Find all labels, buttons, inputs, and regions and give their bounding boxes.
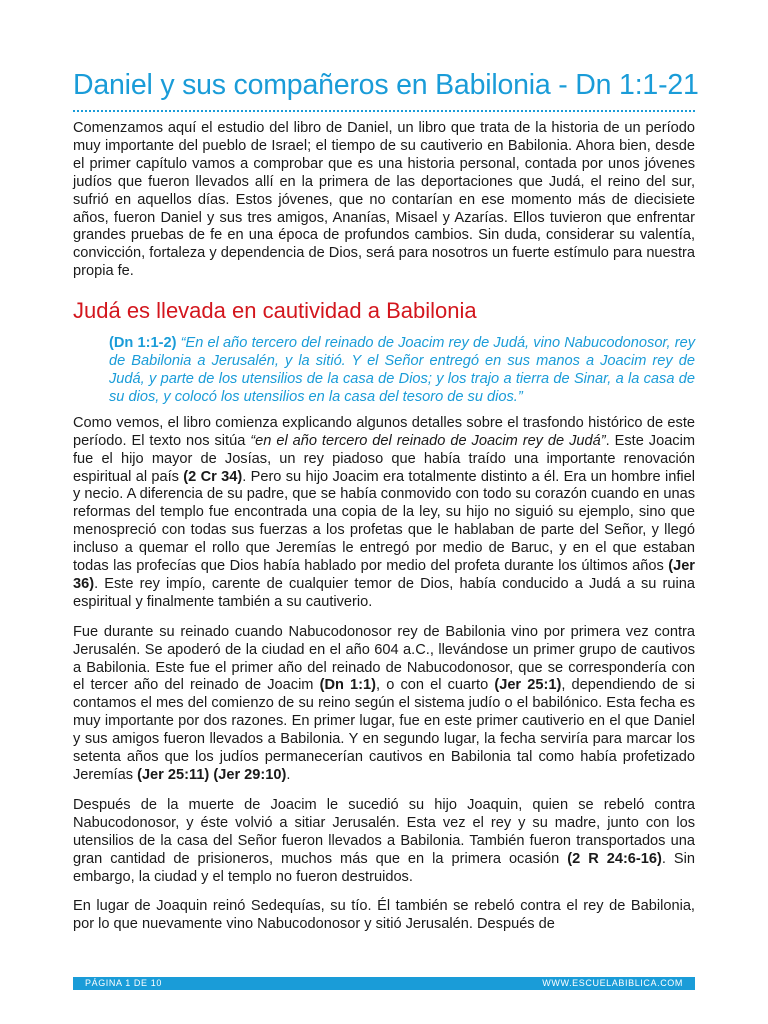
body-paragraph-1: [73, 415, 695, 612]
text-run: Después de la muerte de Joacim le sucedió su hijo Joaquin, quien se rebeló contra Nabucodonosor, y éste volvió a sitiar Jerusalén. Esta vez el rey y su madre, junto con los utensilios de la casa del Señor fueron llevados a Babilonia. También fueron transportados una gran cantidad de prisioneros, muchos más que en la primera ocasión: [73, 796, 695, 867]
page-footer: [73, 977, 695, 990]
bible-reference: (Jer 36): [73, 558, 695, 592]
document-page: [73, 64, 699, 946]
inline-quote: “en el año tercero del reinado de Joacim rey de Judá”: [250, 432, 606, 449]
body-paragraph-2: [73, 624, 695, 785]
scripture-quote: [109, 335, 695, 407]
text-run: , o con el cuarto: [376, 677, 495, 694]
section-heading: Judá es llevada en cautividad a Babilonia: [73, 298, 477, 324]
bible-reference: (Jer 29:10): [213, 767, 287, 783]
website-link[interactable]: WWW.ESCUELABIBLICA.COM: [542, 978, 683, 988]
text-run: , dependiendo de si contamos el mes del comienzo de su reino según el sistema judío o el babilónico. Esta fecha es muy importante por dos razones. En primer lugar, fue en este primer cautiverio en el que Daniel y sus amigos fueron llevados a Babilonia. Y en segundo lugar, la fecha serviría para marcar los setenta años que los judíos permanecerían cautivos en Babilonia tal como había profetizado Jeremías: [73, 677, 695, 783]
bible-reference: (Dn 1:1): [319, 677, 377, 694]
bible-reference: (Jer 25:1): [494, 677, 562, 694]
page-title: Daniel y sus compañeros en Babilonia - Dn 1:1-21: [73, 69, 699, 101]
text-run: . Este Joacim fue el hijo mayor de Josías, un rey piadoso que había traído una importante renovación espiritual al país: [73, 432, 696, 485]
text-run: . Sin embargo, la ciudad y el templo no fueron destruidos.: [73, 850, 696, 885]
body-paragraph-3: [73, 797, 695, 887]
body-paragraph-4: En lugar de Joaquin reinó Sedequías, su tío. Él también se rebeló contra el rey de Babilonia, por lo que nuevamente vino Nabucodonosor y sitió Jerusalén. Después de: [73, 898, 695, 933]
text-run: . Este rey impío, carente de cualquier temor de Dios, había conducido a Judá a su ruina espiritual y finalmente también a su cautiverio.: [73, 575, 695, 610]
bible-reference: (2 R 24:6-16): [567, 850, 662, 867]
bible-reference: (2 Cr 34): [183, 468, 243, 485]
text-run: Como vemos, el libro comienza explicando algunos detalles sobre el trasfondo histórico de este período. El texto nos sitúa: [73, 414, 695, 449]
intro-paragraph: Comenzamos aquí el estudio del libro de Daniel, un libro que trata de la historia de un período muy importante del pueblo de Israel; el tiempo de su cautiverio en Babilonia. Ahora bien, desde el primer capítulo vamos a comprobar que es una historia personal, contada por unos jóvenes judíos que fueron llevados allí en la primera de las deportaciones que Judá, el reino del sur, sufrió en aquellos días. Estos jóvenes, que no contarían en ese momento más de diecisiete años, fueron Daniel y sus tres amigos, Ananías, Misael y Azarías. Ellos tuvieron que enfrentar grandes pruebas de fe en una época de profundos cambios. Sin duda, considerar su valentía, convicción, fortaleza y dependencia de Dios, será para nosotros un fuerte estímulo para nuestra propia fe.: [73, 120, 695, 280]
quote-text: “En el año tercero del reinado de Joacim rey de Judá, vino Nabucodonosor, rey de Babilonia a Jerusalén, y la sitió. Y el Señor entregó en sus manos a Joacim rey de Judá, y parte de los utensilios de la casa de Dios; y los trajo a tierra de Sinar, a la casa de su dios, y colocó los utensilios en la casa del tesoro de su dios.”: [109, 335, 695, 405]
page-number: PÁGINA 1 DE 10: [85, 978, 162, 988]
quote-reference: (Dn 1:1-2): [109, 335, 177, 352]
text-run: Fue durante su reinado cuando Nabucodonosor rey de Babilonia vino por primera vez contra Jerusalén. Se apoderó de la ciudad en el año 604 a.C., llevándose un primer grupo de cautivos a Babilonia. Este fue el primer año del reinado de Nabucodonosor, que se correspondería con el tercer año del reinado de Joacim: [73, 623, 695, 694]
text-run: .: [286, 767, 291, 783]
text-run: . Pero su hijo Joacim era totalmente distinto a él. Era un hombre infiel y necio. A diferencia de su padre, que se había conmovido con todo su corazón cuando en unas reformas del templo fue encontrada una copia de la ley, su hijo no siguió su ejemplo, sino que menospreció con todas sus fuerzas a los profetas que le hablaban de parte del Señor, y llegó incluso a quemar el rollo que Jeremías le entregó por medio de Baruc, y en el que estaban todas las profecías que Dios había hablado por medio del profeta durante los últimos años: [73, 468, 695, 575]
title-dotted-divider: [73, 110, 695, 112]
bible-reference: (Jer 25:11): [137, 767, 210, 783]
